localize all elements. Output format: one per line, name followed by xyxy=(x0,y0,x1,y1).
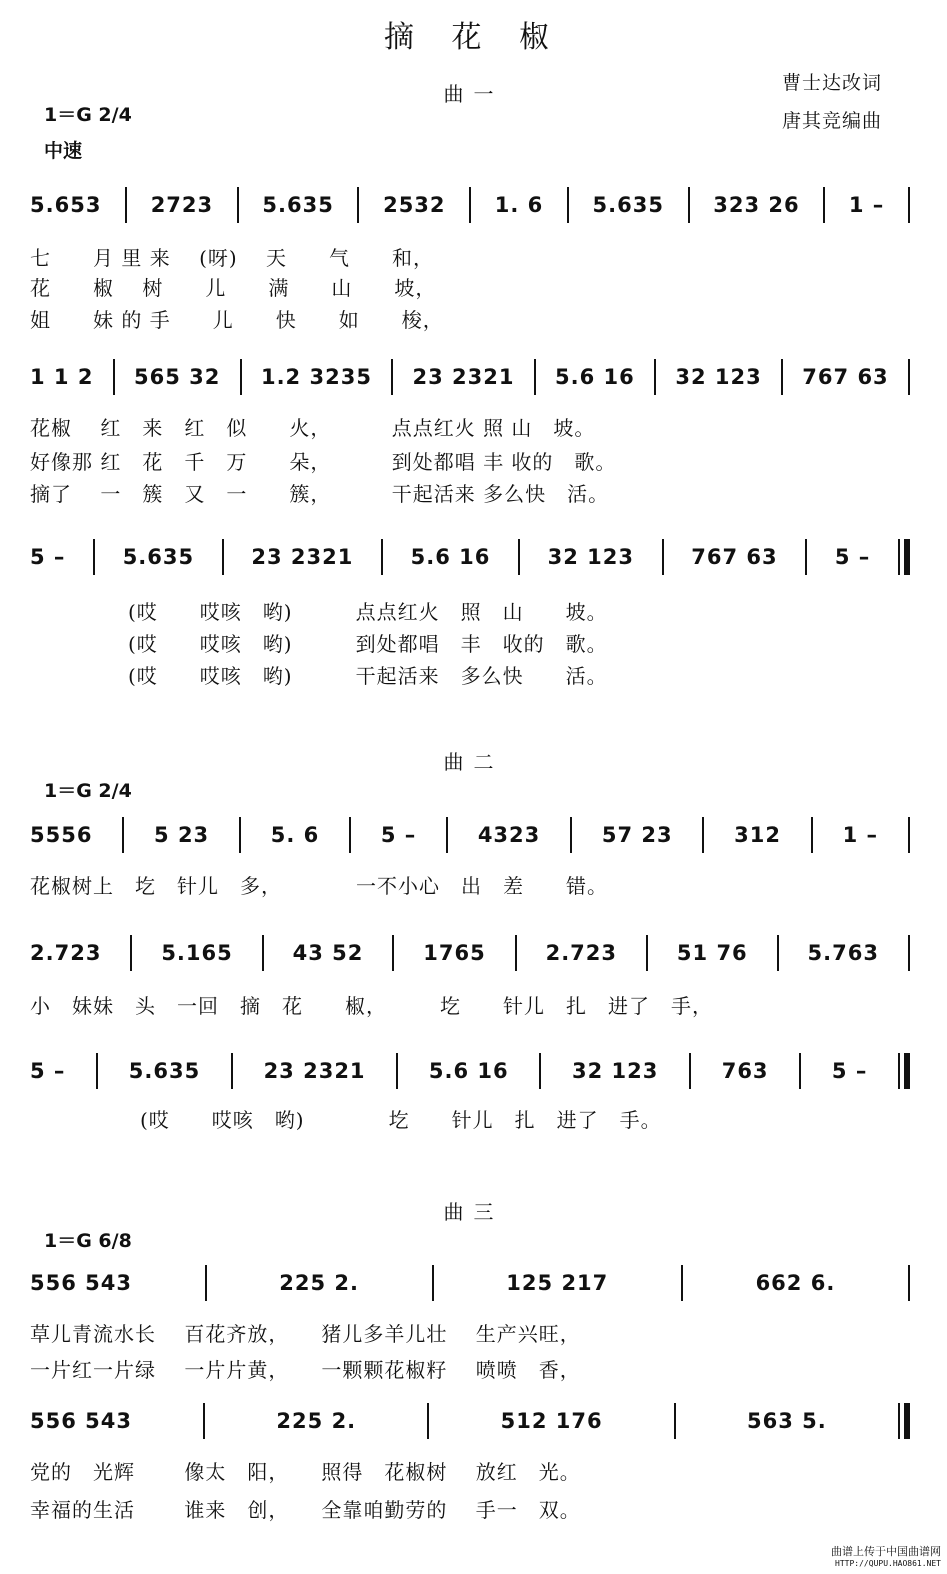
barline xyxy=(646,935,648,971)
barline xyxy=(469,187,471,223)
measure: 5 – xyxy=(30,545,66,569)
measure: 5.6 16 xyxy=(555,365,635,389)
barline xyxy=(539,1053,541,1089)
measure: 51 76 xyxy=(676,941,748,965)
barline xyxy=(392,935,394,971)
page-title: 摘 花 椒 xyxy=(383,20,564,55)
measure: 2.723 xyxy=(545,941,618,965)
barline xyxy=(432,1265,434,1301)
barline xyxy=(702,817,704,853)
measure: 57 23 xyxy=(601,823,673,847)
barline xyxy=(515,935,517,971)
barline xyxy=(125,187,127,223)
measure: 32 123 xyxy=(547,545,634,569)
s1-system-1-lyric-1: 七 月 里 来 (呀) 天 气 和， xyxy=(30,246,435,270)
barline xyxy=(130,935,132,971)
barline xyxy=(96,1053,98,1089)
barline xyxy=(805,539,807,575)
measure: 23 2321 xyxy=(412,365,515,389)
measure: 1. 6 xyxy=(494,193,544,217)
barline xyxy=(799,1053,801,1089)
measure: 763 xyxy=(721,1059,769,1083)
s3-system-2-lyric-1: 党的 光辉 像太 阳， 照得 花椒树 放红 光。 xyxy=(30,1460,581,1484)
s1-system-2-lyric-3: 摘了 一 簇 又 一 簇， 干起活来 多么快 活。 xyxy=(30,482,610,506)
watermark-footer xyxy=(831,1546,941,1570)
barline xyxy=(446,817,448,853)
s1-system-2-lyric-2: 好像那 红 花 千 万 朵， 到处都唱 丰 收的 歌。 xyxy=(30,450,617,474)
barline xyxy=(391,359,393,395)
s1-system-3-lyric-1: (哎 哎咳 哟) 点点红火 照 山 坡。 xyxy=(128,600,608,624)
s3-system-1-lyric-2: 一片红一片绿 一片片黄， 一颗颗花椒籽 喷喷 香， xyxy=(30,1358,581,1382)
barline xyxy=(518,539,520,575)
measure: 5 – xyxy=(831,1059,868,1083)
s3-system-1-notes xyxy=(30,1266,910,1300)
barline xyxy=(122,817,124,853)
barline xyxy=(908,817,910,853)
measure: 5.6 16 xyxy=(410,545,491,569)
barline xyxy=(567,187,569,223)
measure: 5.763 xyxy=(807,941,879,965)
measure: 556 543 xyxy=(30,1271,132,1295)
measure: 5.165 xyxy=(161,941,233,965)
barline xyxy=(427,1403,429,1439)
barline xyxy=(396,1053,398,1089)
measure: 5 23 xyxy=(154,823,210,847)
measure: 2532 xyxy=(383,193,446,217)
s1-system-2-lyric-1: 花椒 红 来 红 似 火， 点点红火 照 山 坡。 xyxy=(30,416,596,440)
barline xyxy=(681,1265,683,1301)
section-3-key: 1＝G 6/8 xyxy=(44,1230,132,1252)
s3-system-1-lyric-1: 草儿青流水长 百花齐放， 猪儿多羊儿壮 生产兴旺， xyxy=(30,1322,581,1346)
s1-system-1-notes xyxy=(30,188,910,222)
barline xyxy=(349,817,351,853)
barline xyxy=(113,359,115,395)
measure: 23 2321 xyxy=(263,1059,366,1083)
s2-system-1-lyric-1: 花椒树上 圪 针儿 多， 一不小心 出 差 错。 xyxy=(30,874,608,898)
final-barline xyxy=(898,539,910,575)
s2-system-2-notes xyxy=(30,936,910,970)
measure: 5.653 xyxy=(30,193,102,217)
final-barline xyxy=(898,1403,910,1439)
measure: 1 1 2 xyxy=(30,365,94,389)
measure: 43 52 xyxy=(292,941,364,965)
barline xyxy=(908,359,910,395)
tempo-marking: 中速 xyxy=(44,140,83,162)
measure: 5.635 xyxy=(262,193,334,217)
measure: 5 – xyxy=(380,823,417,847)
measure: 312 xyxy=(734,823,781,847)
barline xyxy=(534,359,536,395)
measure: 2.723 xyxy=(30,941,102,965)
s2-system-1-notes xyxy=(30,818,910,852)
measure: 1.2 3235 xyxy=(260,365,372,389)
measure: 767 63 xyxy=(691,545,778,569)
barline xyxy=(262,935,264,971)
measure: 5 – xyxy=(834,545,871,569)
lyricist-credit: 曹士达改词 xyxy=(782,72,883,94)
measure: 225 2. xyxy=(279,1271,360,1295)
measure: 5.6 16 xyxy=(428,1059,509,1083)
measure: 565 32 xyxy=(134,365,221,389)
barline xyxy=(908,935,910,971)
section-3-title: 曲三 xyxy=(443,1200,504,1224)
barline xyxy=(93,539,95,575)
barline xyxy=(823,187,825,223)
barline xyxy=(777,935,779,971)
barline xyxy=(908,187,910,223)
measure: 5. 6 xyxy=(270,823,320,847)
measure: 4323 xyxy=(477,823,541,847)
barline xyxy=(203,1403,205,1439)
measure: 2723 xyxy=(150,193,214,217)
measure: 512 176 xyxy=(500,1409,603,1433)
section-1-key: 1＝G 2/4 xyxy=(44,104,132,126)
barline xyxy=(570,817,572,853)
barline xyxy=(689,1053,691,1089)
s2-system-2-lyric-1: 小 妹妹 头 一回 摘 花 椒， 圪 针儿 扎 进了 手， xyxy=(30,994,713,1018)
barline xyxy=(674,1403,676,1439)
measure: 323 26 xyxy=(713,193,800,217)
barline xyxy=(811,817,813,853)
section-2-key: 1＝G 2/4 xyxy=(44,780,132,802)
s2-system-3-notes xyxy=(30,1054,910,1088)
barline xyxy=(688,187,690,223)
barline xyxy=(908,1265,910,1301)
s1-system-1-lyric-3: 姐 妹 的 手 儿 快 如 梭， xyxy=(30,308,444,332)
measure: 32 123 xyxy=(675,365,762,389)
s3-system-2-notes xyxy=(30,1404,910,1438)
barline xyxy=(237,187,239,223)
measure: 23 2321 xyxy=(251,545,354,569)
s1-system-3-lyric-3: (哎 哎咳 哟) 干起活来 多么快 活。 xyxy=(128,664,608,688)
barline xyxy=(381,539,383,575)
barline xyxy=(240,359,242,395)
barline xyxy=(239,817,241,853)
composer-credit: 唐其竞编曲 xyxy=(782,110,883,132)
section-1-title: 曲一 xyxy=(443,82,504,106)
measure: 225 2. xyxy=(276,1409,357,1433)
s2-system-3-lyric-1: (哎 哎咳 哟) 圪 针儿 扎 进了 手。 xyxy=(140,1108,662,1132)
measure: 767 63 xyxy=(802,365,889,389)
s3-system-2-lyric-2: 幸福的生活 谁来 创， 全靠咱勤劳的 手一 双。 xyxy=(30,1498,581,1522)
measure: 1765 xyxy=(423,941,486,965)
measure: 1 – xyxy=(842,823,878,847)
measure: 5 – xyxy=(30,1059,66,1083)
measure: 32 123 xyxy=(571,1059,659,1083)
s1-system-3-notes xyxy=(30,540,910,574)
barline xyxy=(222,539,224,575)
section-2-title: 曲二 xyxy=(443,750,504,774)
s1-system-3-lyric-2: (哎 哎咳 哟) 到处都唱 丰 收的 歌。 xyxy=(128,632,608,656)
measure: 1 – xyxy=(848,193,885,217)
measure: 5.635 xyxy=(592,193,664,217)
measure: 125 217 xyxy=(506,1271,609,1295)
measure: 662 6. xyxy=(755,1271,836,1295)
measure: 5.635 xyxy=(128,1059,201,1083)
barline xyxy=(654,359,656,395)
watermark-line-1: 曲谱上传于中国曲谱网 xyxy=(831,1545,941,1558)
barline xyxy=(357,187,359,223)
barline xyxy=(662,539,664,575)
final-barline xyxy=(898,1053,910,1089)
barline xyxy=(231,1053,233,1089)
s1-system-2-notes xyxy=(30,360,910,394)
s1-system-1-lyric-2: 花 椒 树 儿 满 山 坡， xyxy=(30,276,437,300)
barline xyxy=(205,1265,207,1301)
measure: 5556 xyxy=(30,823,93,847)
measure: 5.635 xyxy=(122,545,195,569)
measure: 556 543 xyxy=(30,1409,132,1433)
watermark-url: HTTP://QUPU.HAO861.NET xyxy=(835,1559,941,1568)
measure: 563 5. xyxy=(747,1409,827,1433)
barline xyxy=(781,359,783,395)
